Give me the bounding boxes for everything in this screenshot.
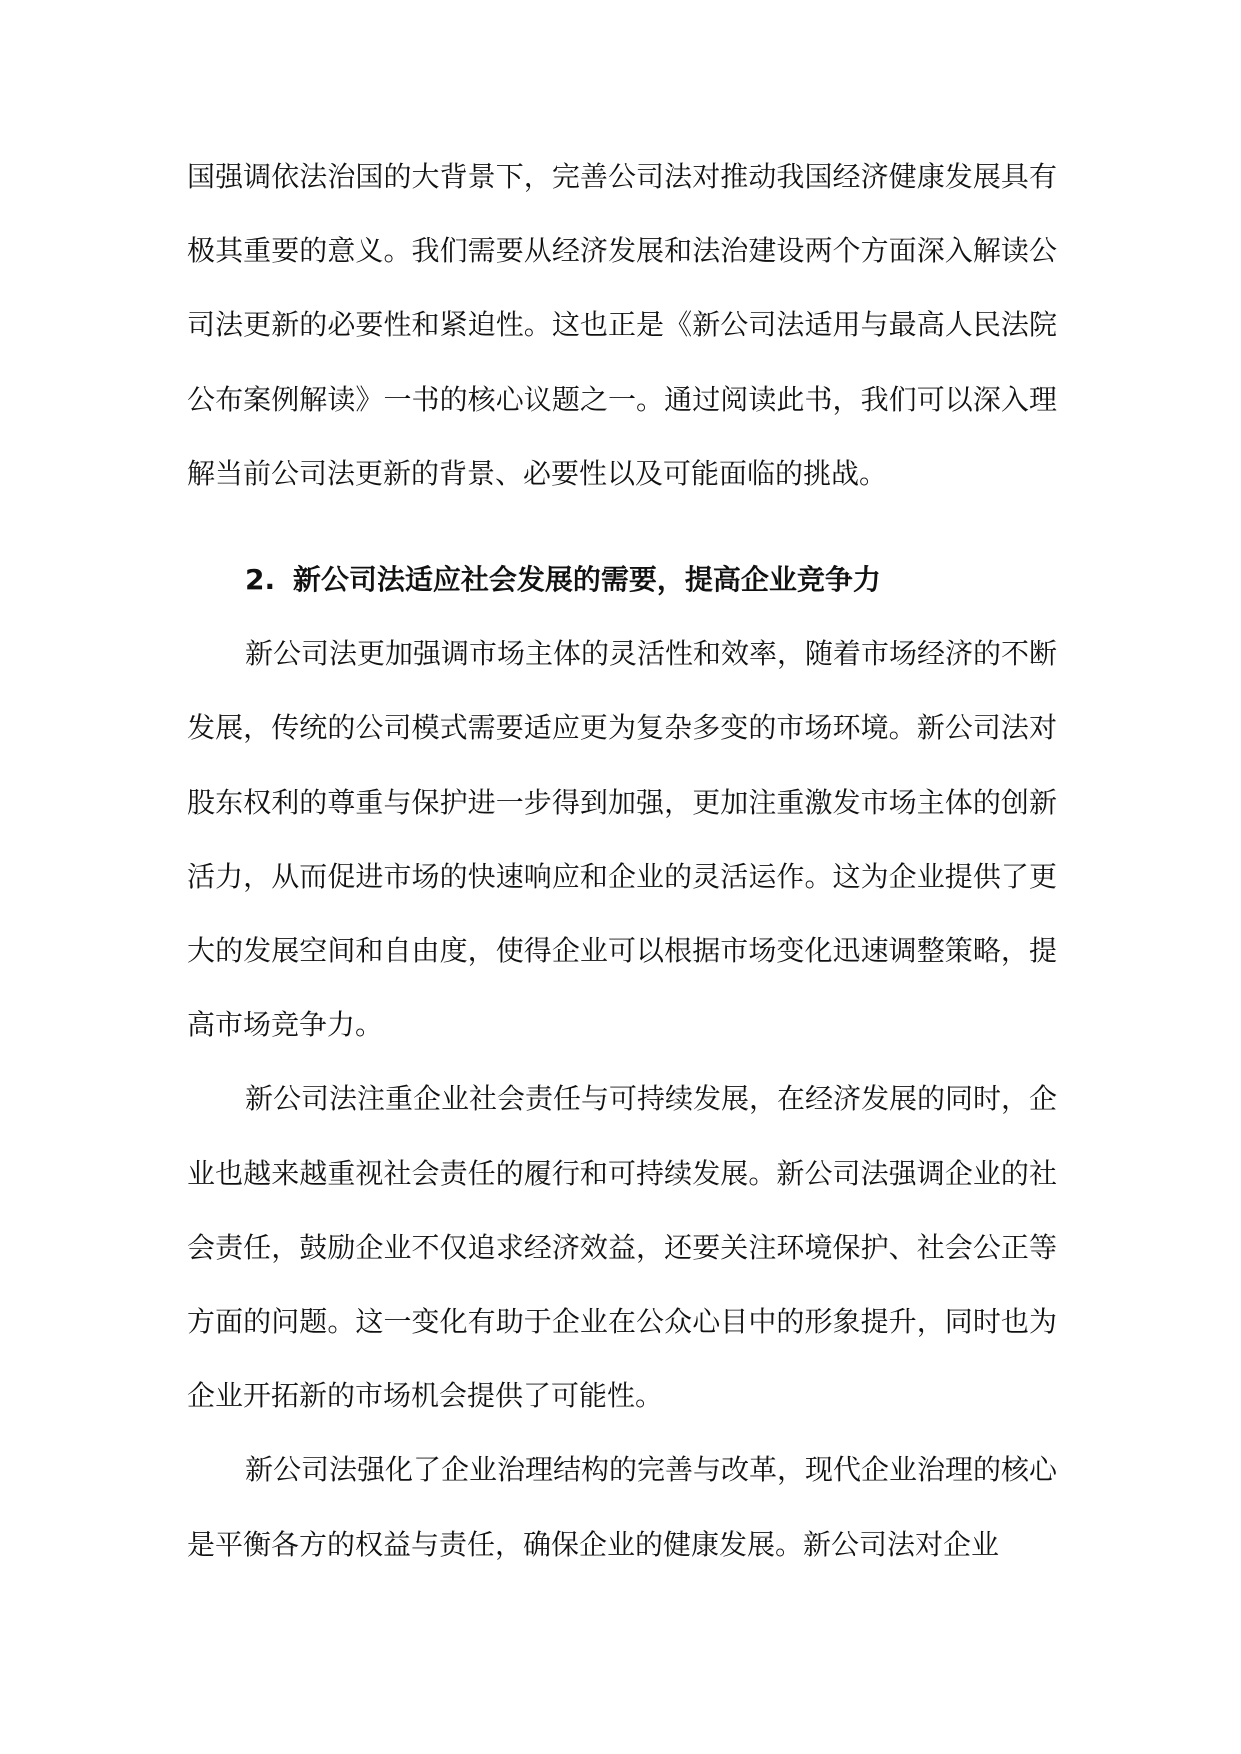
section-number: 2.	[245, 563, 276, 597]
document-body	[187, 140, 1057, 1582]
paragraph-social-responsibility: 新公司法注重企业社会责任与可持续发展，在经济发展的同时，企业也越来越重视社会责任的履行和可持续发展。新公司法强调企业的社会责任，鼓励企业不仅追求经济效益，还要关注环境保护、社会公正等方面的问题。这一变化有助于企业在公众心目中的形象提升，同时也为企业开拓新的市场机会提供了可能性。	[187, 1082, 1058, 1413]
section-heading	[187, 543, 1057, 617]
paragraph-intro-continuation: 国强调依法治国的大背景下，完善公司法对推动我国经济健康发展具有极其重要的意义。我们需要从经济发展和法治建设两个方面深入解读公司法更新的必要性和紧迫性。这也正是《新公司法适用与最高人民法院公布案例解读》一书的核心议题之一。通过阅读此书，我们可以深入理解当前公司法更新的背景、必要性以及可能面临的挑战。	[187, 160, 1057, 490]
section-title: 新公司法适应社会发展的需要，提高企业竞争力	[292, 563, 881, 597]
paragraph-market-flexibility: 新公司法更加强调市场主体的灵活性和效率，随着市场经济的不断发展，传统的公司模式需要适应更为复杂多变的市场环境。新公司法对股东权利的尊重与保护进一步得到加强，更加注重激发市场主体的创新活力，从而促进市场的快速响应和企业的灵活运作。这为企业提供了更大的发展空间和自由度，使得企业可以根据市场变化迅速调整策略，提高市场竞争力。	[187, 637, 1058, 1042]
paragraph-corporate-governance: 新公司法强化了企业治理结构的完善与改革，现代企业治理的核心是平衡各方的权益与责任，确保企业的健康发展。新公司法对企业	[187, 1453, 1058, 1561]
